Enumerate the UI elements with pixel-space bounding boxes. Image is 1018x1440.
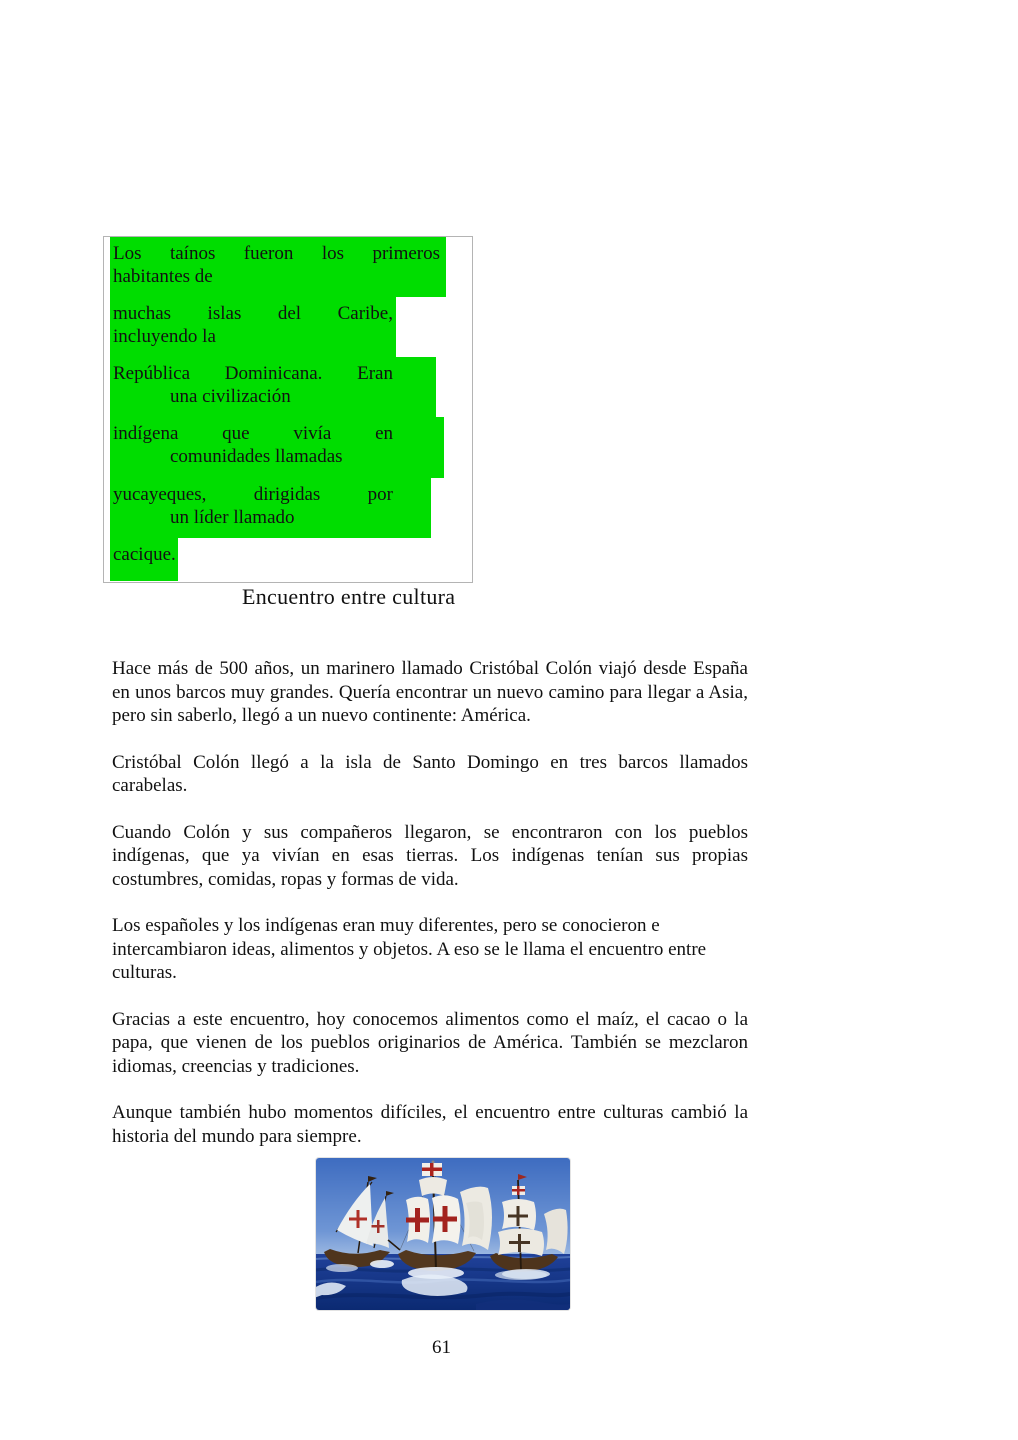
body-text (112, 657, 748, 1171)
paragraph: Gracias a este encuentro, hoy conocemos alimentos como el maíz, el cacao o la papa, que vienen de los pueblos originarios de América. También se mezclaron idiomas, creencias y tradiciones. (112, 1008, 748, 1077)
highlighted-text-box (103, 236, 473, 583)
highlight-line: habitantes de (113, 266, 213, 287)
highlight-row (110, 297, 396, 357)
caravels-photo (316, 1158, 570, 1310)
highlight-line: una civilización (170, 386, 291, 407)
paragraph: Cristóbal Colón llegó a la isla de Santo Domingo en tres barcos llamados carabelas. (112, 751, 748, 796)
highlight-row (110, 237, 446, 297)
paragraph: Hace más de 500 años, un marinero llamado Cristóbal Colón viajó desde España en unos barcos muy grandes. Quería encontrar un nuevo camino para llegar a Asia, pero sin saberlo, llegó a un nuevo continente: América. (112, 658, 748, 726)
page-number: 61 (432, 1337, 451, 1358)
highlight-row (110, 417, 444, 478)
paragraph: Aunque también hubo momentos difíciles, el encuentro entre culturas cambió la historia del mundo para siempre. (112, 1102, 748, 1147)
highlight-line: cacique. (113, 544, 176, 565)
paragraph: Los españoles y los indígenas eran muy diferentes, pero se conocieron e intercambiaron ideas, alimentos y objetos. A eso se le llama el encuentro entre culturas. (112, 915, 707, 983)
highlight-row (110, 538, 178, 581)
highlight-line: República Dominicana. Eran (113, 363, 393, 384)
highlight-line: Los taínos fueron los primeros (113, 243, 440, 264)
page-title: Encuentro entre cultura (242, 584, 456, 609)
highlight-line: comunidades llamadas (170, 446, 343, 467)
paragraph: Cuando Colón y sus compañeros llegaron, se encontraron con los pueblos indígenas, que ya vivían en esas tierras. Los indígenas tenían sus propias costumbres, comidas, ropas y formas de vida. (112, 821, 748, 890)
highlight-row (110, 357, 436, 417)
highlight-line: muchas islas del Caribe, (113, 303, 393, 324)
highlight-line: incluyendo la (113, 326, 216, 347)
highlight-line: yucayeques, dirigidas por (113, 484, 393, 505)
highlight-line: un líder llamado (170, 507, 295, 528)
highlight-line: indígena que vivía en (113, 423, 393, 444)
highlight-row (110, 478, 431, 538)
caravels-illustration (316, 1158, 570, 1310)
